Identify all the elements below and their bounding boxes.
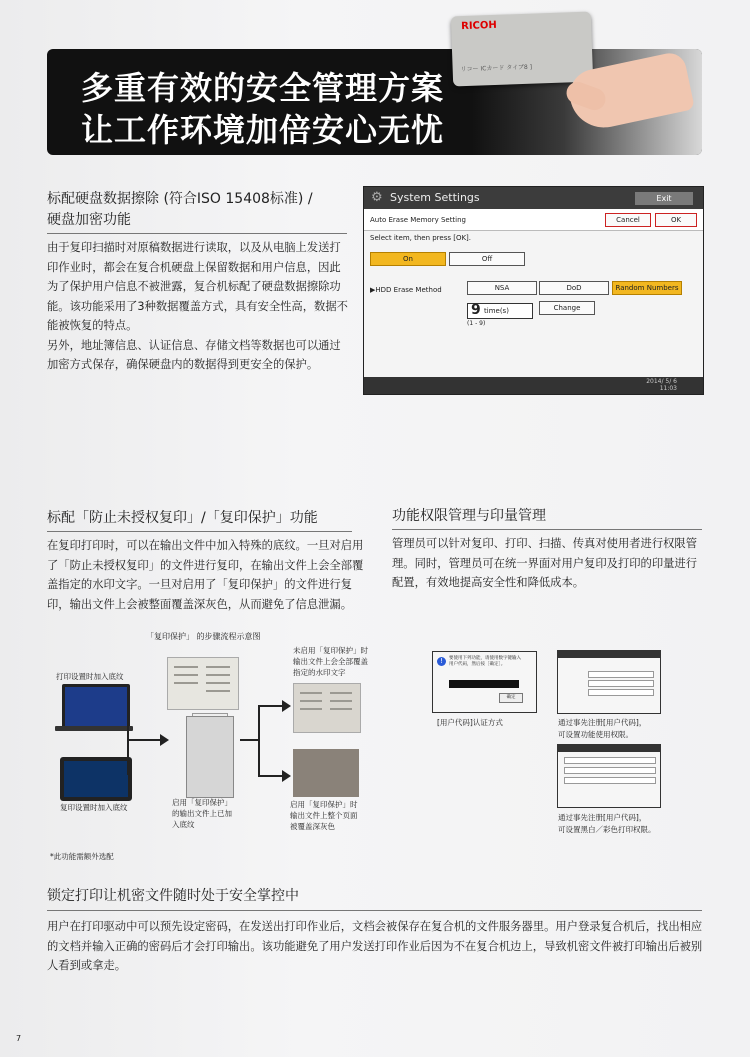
locked-print-body	[47, 917, 707, 976]
exit-button[interactable]: Exit	[635, 192, 693, 205]
copy-protect-title: 标配「防止未授权复印」/「复印保护」功能	[47, 510, 318, 526]
doc-line	[206, 682, 230, 684]
arrow-head	[160, 734, 169, 746]
arrow-from-printer	[240, 739, 259, 741]
status-footer	[364, 377, 703, 394]
screenshot-titlebar	[558, 651, 660, 658]
watermarked-output	[293, 683, 361, 733]
info-icon: !	[437, 657, 446, 666]
shot2-caption	[558, 812, 656, 836]
locked-print-rule	[47, 910, 702, 911]
screenshot-titlebar	[558, 745, 660, 752]
doc-line	[300, 708, 322, 710]
original-document	[167, 657, 239, 710]
diagram-title: 「复印保护」 的步骤流程示意图	[146, 632, 261, 641]
permissions-body	[392, 534, 708, 593]
doc-line	[174, 682, 198, 684]
bottom-right-line3: 被覆盖深灰色	[290, 822, 335, 831]
shot2-caption-line2: 可设置黑白／彩色打印权限。	[558, 825, 656, 834]
user-code-input[interactable]	[449, 680, 519, 688]
footer-date: 2014/ 5/ 6	[646, 378, 677, 385]
setting-row	[588, 671, 654, 678]
hdd-body	[47, 238, 349, 375]
doc-line	[330, 692, 352, 694]
color-permission-screenshot	[557, 744, 661, 808]
permissions-rule	[392, 529, 702, 530]
ic-card-image	[451, 12, 593, 87]
hdd-section-title	[47, 189, 313, 231]
hdd-title-line1: 标配硬盘数据擦除 (符合ISO 15408标准) /	[47, 191, 313, 207]
ok-button[interactable]: OK	[655, 213, 697, 227]
copy-protect-body	[47, 536, 365, 614]
footer-datetime	[646, 378, 677, 392]
option-note: *此功能需额外选配	[50, 852, 114, 861]
locked-print-paragraph: 用户在打印驱动中可以预先设定密码，在发送出打印作业后，文档会被保存在复合机的文件服务器里。用户登录复合机后，找出相应的文档并输入正确的密码后才会打印输出。该功能避免了用户发送打印作业后因为不在复合机边上，导致机密文件被打印输出后被别人看到或拿走。	[47, 920, 703, 972]
grey-covered-output	[293, 749, 359, 797]
gear-icon: ⚙	[371, 190, 383, 205]
output-label	[172, 797, 232, 830]
doc-line	[206, 674, 230, 676]
erase-times-field[interactable]	[467, 303, 533, 319]
locked-print-title: 锁定打印让机密文件随时处于安全掌控中	[47, 888, 299, 904]
page-number: 7	[16, 1034, 22, 1043]
bottom-right-label	[290, 799, 358, 832]
arrow-to-bottom-output	[258, 775, 282, 777]
hdd-paragraph-2: 另外，地址簿信息、认证信息、存储文档等数据也可以通过加密方式保存，确保硬盘内的数据得到更安全的保护。	[47, 338, 341, 371]
auth-confirm-button[interactable]: 确定	[499, 693, 523, 703]
user-code-dialog-screenshot	[432, 651, 537, 713]
system-settings-screenshot	[363, 186, 704, 395]
setting-row	[564, 777, 656, 784]
doc-line	[174, 674, 198, 676]
top-right-line2: 输出文件上会全部覆盖	[293, 657, 368, 666]
hdd-paragraph-1: 由于复印扫描时对原稿数据进行读取，以及从电脑上发送打印作业时，都会在复合机硬盘上保留数据和用户信息，因此为了保护用户信息不被泄露，复合机标配了硬盘数据擦除功能。该功能采用了3种数据覆盖方式，具有安全性高，数据不能被恢复的特点。	[47, 241, 348, 332]
off-button[interactable]: Off	[449, 252, 525, 266]
doc-line	[330, 700, 352, 702]
system-settings-header	[364, 187, 703, 209]
instruction-text: Select item, then press [OK].	[370, 234, 472, 242]
setting-row	[588, 680, 654, 687]
tablet-panel-icon	[60, 757, 132, 801]
doc-line	[300, 692, 322, 694]
function-permission-screenshot	[557, 650, 661, 714]
output-label-line1: 启用「复印保护」	[172, 798, 232, 807]
card-label: リコー ICカード タイプ8 ]	[460, 63, 533, 74]
cancel-button[interactable]: Cancel	[605, 213, 651, 227]
output-label-line3: 入底纹	[172, 820, 195, 829]
footer-time: 11:03	[659, 385, 677, 392]
copy-protect-rule	[47, 531, 352, 532]
arrow-head	[282, 700, 291, 712]
system-settings-title: System Settings	[390, 191, 480, 204]
dod-button[interactable]: DoD	[539, 281, 609, 295]
setting-bar	[364, 209, 703, 231]
change-button[interactable]: Change	[539, 301, 595, 315]
laptop-icon	[62, 684, 130, 730]
setting-row	[588, 689, 654, 696]
setting-row	[564, 757, 656, 764]
nsa-button[interactable]: NSA	[467, 281, 537, 295]
shot1-caption-line1: 通过事先注册[用户代码]，	[558, 718, 647, 727]
doc-line	[300, 700, 322, 702]
laptop-base	[55, 726, 133, 731]
copy-setting-label: 复印设置时加入底纹	[60, 803, 128, 812]
auth-caption: [用户代码]认证方式	[437, 718, 503, 727]
arrow-to-top-output	[258, 705, 282, 707]
mfp-printer-image	[186, 716, 234, 798]
auth-dialog-line1: 要使用下列功能，请使用数字键输入	[449, 656, 521, 661]
permissions-title: 功能权限管理与印量管理	[392, 508, 546, 524]
arrow-head	[282, 770, 291, 782]
shot1-caption-line2: 可设置功能使用权限。	[558, 730, 633, 739]
range-hint: (1 - 9)	[467, 320, 486, 327]
output-label-line2: 的输出文件上已加	[172, 809, 232, 818]
doc-line	[206, 666, 230, 668]
erase-times-unit: time(s)	[484, 307, 509, 315]
bottom-right-line2: 输出文件上整个页面	[290, 811, 358, 820]
top-right-label	[293, 645, 368, 678]
top-right-line1: 未启用「复印保护」时	[293, 646, 368, 655]
copy-protect-paragraph: 在复印打印时，可以在输出文件中加入特殊的底纹。一旦对启用了「防止未授权复印」的文件进行复印，在输出文件上会全部覆盖指定的水印文字。一旦对启用了「复印保护」的文件进行复印，输出文件上会被整面覆盖深灰色，从而避免了信息泄漏。	[47, 539, 364, 611]
doc-line	[174, 666, 198, 668]
auth-dialog-text	[449, 656, 521, 668]
banner-title-line1: 多重有效的安全管理方案	[81, 69, 445, 107]
top-right-line3: 指定的水印文字	[293, 668, 346, 677]
hdd-title-line2: 硬盘加密功能	[47, 212, 131, 228]
auth-dialog-line2: 用户代码，然后按［确定］。	[449, 662, 506, 667]
bottom-right-line1: 启用「复印保护」时	[290, 800, 358, 809]
split-arrow-vertical	[258, 705, 260, 777]
card-brand-logo: RICOH	[460, 19, 497, 33]
print-setting-label: 打印设置时加入底纹	[56, 672, 124, 681]
hdd-title-rule	[47, 233, 347, 234]
arrow-to-printer	[127, 739, 160, 741]
setting-row	[564, 767, 656, 774]
erase-method-label: ▶HDD Erase Method	[370, 286, 442, 294]
erase-times-value: 9	[471, 302, 481, 318]
on-button[interactable]: On	[370, 252, 446, 266]
shot2-caption-line1: 通过事先注册[用户代码]，	[558, 813, 647, 822]
banner-title-line2: 让工作环境加倍安心无忧	[81, 111, 445, 149]
setting-name: Auto Erase Memory Setting	[370, 216, 467, 224]
permissions-paragraph: 管理员可以针对复印、打印、扫描、传真对使用者进行权限管理。同时，管理员可在统一界面对用户复印及打印的印量进行配置，有效地提高安全性和降低成本。	[392, 537, 698, 589]
doc-line	[330, 708, 352, 710]
random-numbers-button[interactable]: Random Numbers	[612, 281, 682, 295]
doc-line	[206, 690, 230, 692]
shot1-caption	[558, 717, 646, 741]
